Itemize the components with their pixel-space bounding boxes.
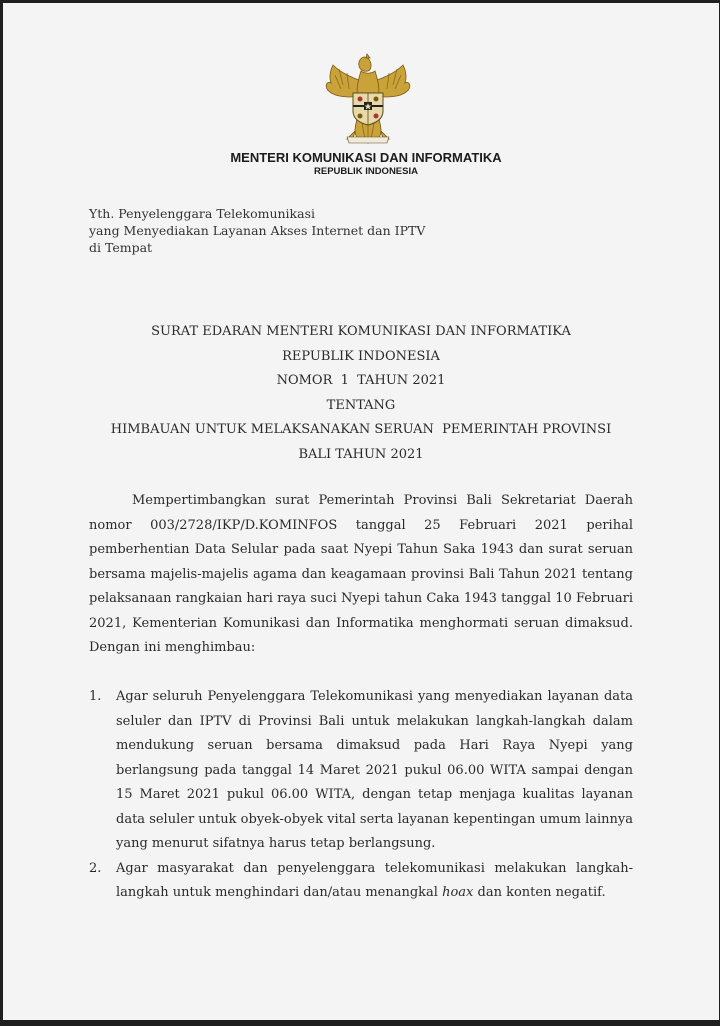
numbered-list (89, 685, 633, 906)
country-name: REPUBLIK INDONESIA (314, 166, 418, 177)
list-item-text: Agar masyarakat dan penyelenggara telekomunikasi melakukan langkah-langkah untuk menghindari dan/atau menangkal (116, 860, 633, 900)
addressee-line: yang Menyediakan Layanan Akses Internet dan IPTV (89, 223, 426, 238)
title-line: REPUBLIK INDONESIA (282, 348, 440, 364)
body-paragraph: Mempertimbangkan surat Pemerintah Provinsi Bali Sekretariat Daerah nomor 003/2728/IKP/D.KOMINFOS tanggal 25 Februari 2021 perihal pemberhentian Data Selular pada saat Nyepi Tahun Saka 1943 dan surat seruan bersama majelis-majelis agama dan keagamaan provinsi Bali Tahun 2021 tentang pelaksanaan rangkaian hari raya suci Nyepi tahun Caka 1943 tanggal 10 Februari 2021, Kementerian Komunikasi dan Informatika menghormati seruan dimaksud. Dengan ini menghimbau: (89, 493, 633, 655)
institution-name: MENTERI KOMUNIKASI DAN INFORMATIKA (230, 150, 502, 165)
garuda-emblem-icon (321, 51, 415, 147)
title-line: HIMBAUAN UNTUK MELAKSANAKAN SERUAN PEMERINTAH PROVINSI (110, 422, 612, 437)
title-line: SURAT EDARAN MENTERI KOMUNIKASI DAN INFORMATIKA (151, 324, 571, 339)
list-item-text: dan konten negatif. (473, 885, 606, 900)
addressee-line: Yth. Penyelenggara Telekomunikasi (89, 206, 315, 221)
list-item-text: Agar seluruh Penyelenggara Telekomunikasi yang menyediakan layanan data seluler dan IPTV di Provinsi Bali untuk melakukan langkah-langkah dalam mendukung seruan bersama dimaksud pada Hari Raya Nyepi yang berlangsung pada tanggal 14 Maret 2021 pukul 06.00 WITA sampai dengan 15 Maret 2021 pukul 06.00 WITA, dengan tetap menjaga kualitas layanan data seluler untuk obyek-obyek vital serta layanan kepentingan umum lainnya yang menurut sifatnya harus tetap berlangsung. (116, 689, 633, 851)
list-item (89, 857, 633, 906)
title-number-line: NOMOR 1 TAHUN 2021 (276, 373, 446, 388)
document-page (3, 3, 719, 1020)
list-number: 2. (89, 860, 102, 876)
title-line: TENTANG (326, 397, 396, 413)
list-number: 1. (89, 689, 102, 704)
list-item (89, 685, 633, 857)
document-title (3, 320, 719, 467)
addressee-block (89, 205, 425, 256)
body-section (89, 489, 633, 661)
addressee-line: di Tempat (89, 240, 153, 255)
italic-term: hoax (442, 885, 474, 900)
title-line: BALI TAHUN 2021 (298, 446, 424, 462)
